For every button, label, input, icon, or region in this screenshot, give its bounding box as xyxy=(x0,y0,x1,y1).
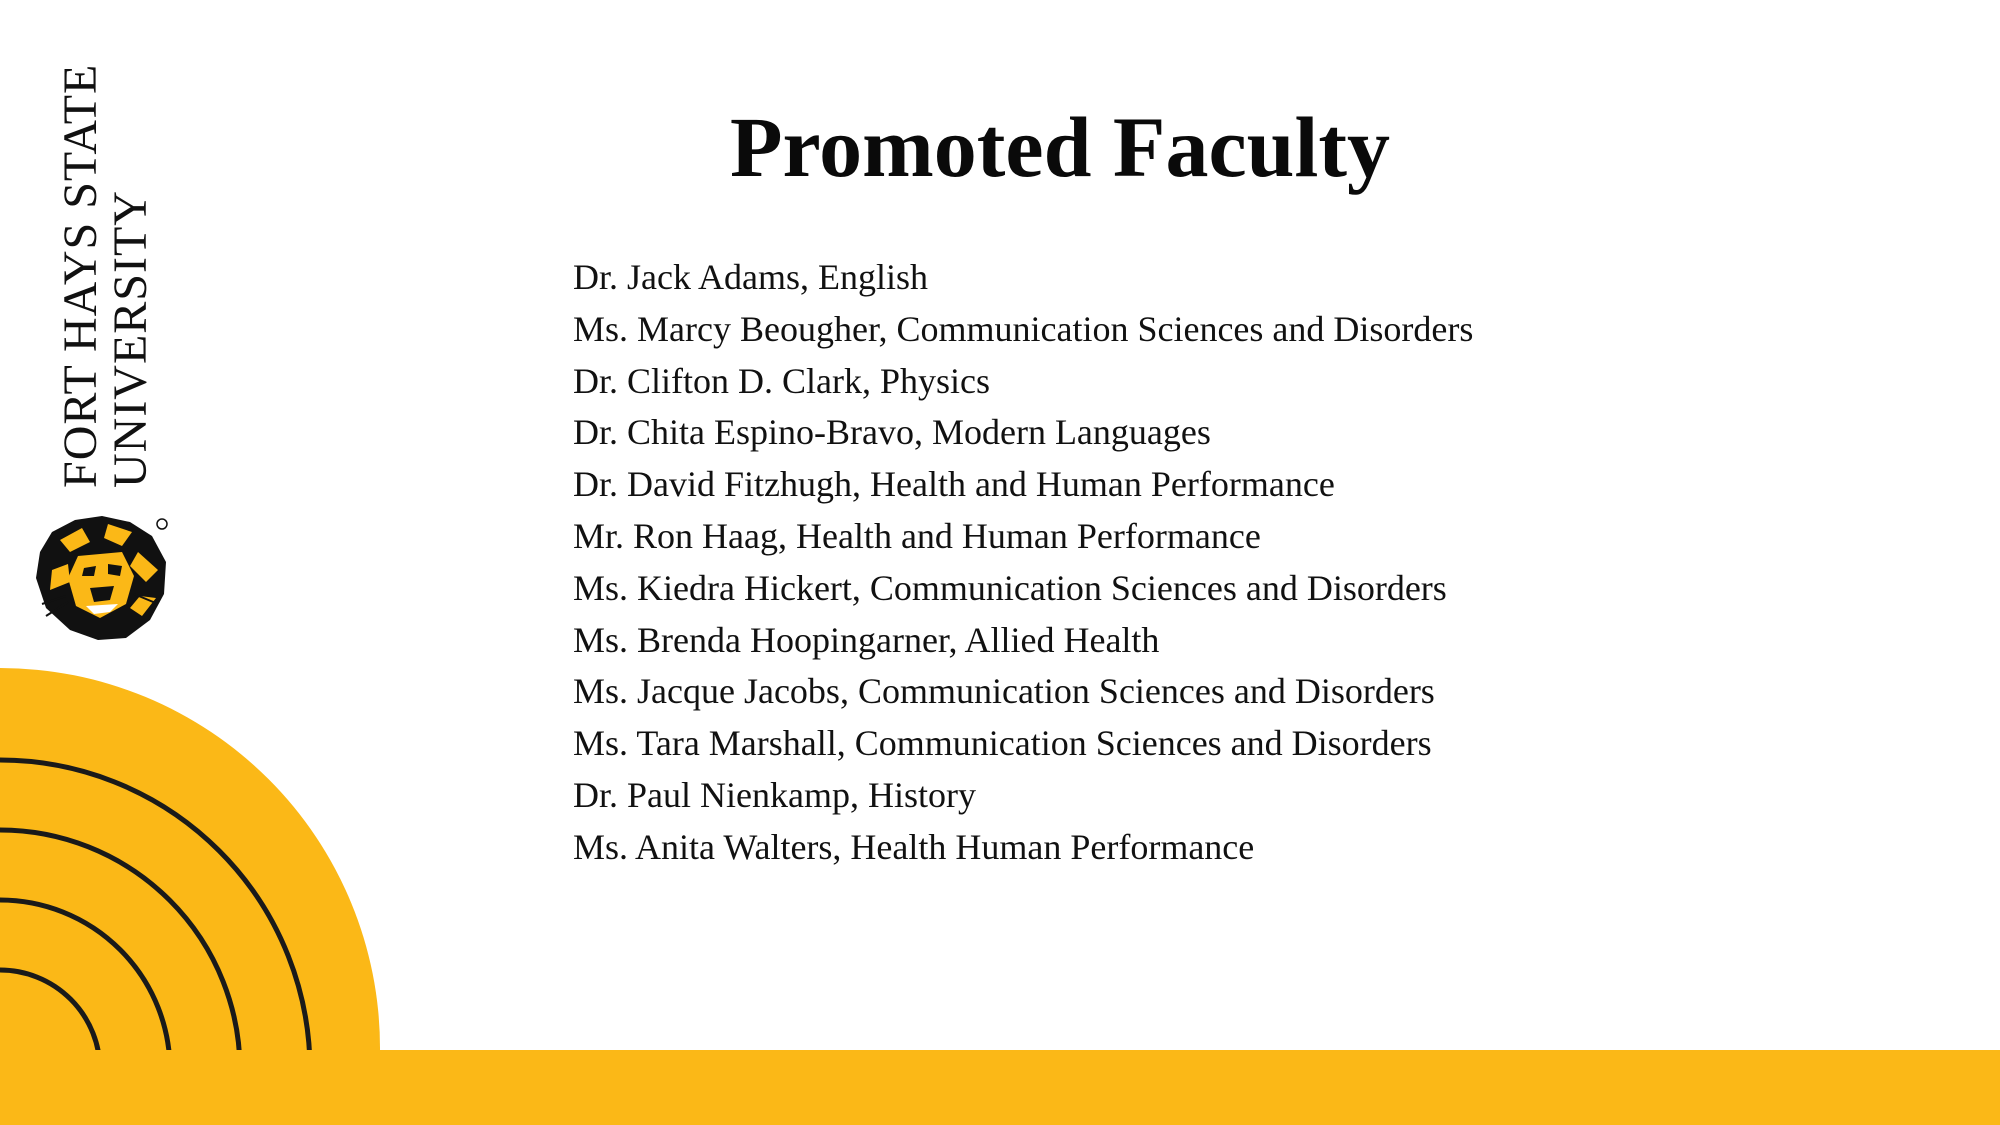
list-item: Dr. Paul Nienkamp, History xyxy=(573,774,976,815)
tiger-head-logo-icon xyxy=(30,512,172,642)
university-wordmark xyxy=(54,28,157,488)
footer-band xyxy=(0,1050,2000,1125)
list-item: Ms. Anita Walters, Health Human Performance xyxy=(573,826,1255,867)
list-item: Ms. Marcy Beougher, Communication Sciences and Disorders xyxy=(573,308,1474,349)
list-item: Ms. Jacque Jacobs, Communication Sciences and Disorders xyxy=(573,671,1435,712)
wordmark-line-2: UNIVERSITY xyxy=(104,190,157,488)
list-item: Dr. Chita Espino-Bravo, Modern Languages xyxy=(573,412,1211,453)
list-item: Dr. Clifton D. Clark, Physics xyxy=(573,360,991,401)
slide-title: Promoted Faculty xyxy=(730,99,1390,195)
list-item: Dr. David Fitzhugh, Health and Human Performance xyxy=(573,464,1335,505)
list-item: Ms. Brenda Hoopingarner, Allied Health xyxy=(573,619,1160,660)
wordmark-line-1: FORT HAYS STATE xyxy=(54,63,107,488)
faculty-list xyxy=(573,252,1473,874)
list-item: Ms. Tara Marshall, Communication Sciences and Disorders xyxy=(573,723,1432,764)
list-item: Dr. Jack Adams, English xyxy=(573,257,928,297)
list-item: Ms. Kiedra Hickert, Communication Sciences and Disorders xyxy=(573,567,1447,608)
list-item: Mr. Ron Haag, Health and Human Performance xyxy=(573,515,1261,556)
